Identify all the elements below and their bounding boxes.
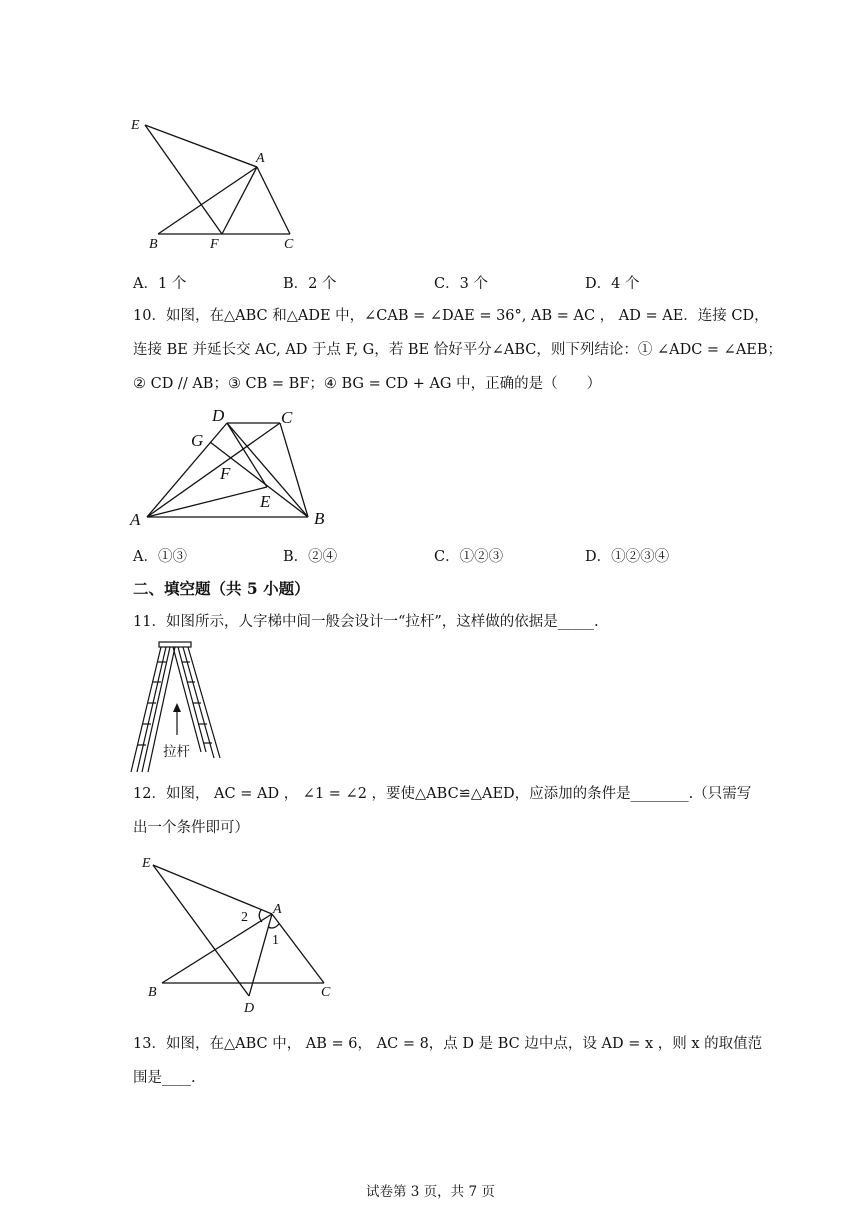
- option-text: ①②③④: [611, 549, 670, 565]
- q12-line-1: 12．如图， AC = AD ， ∠1 = ∠2 ，要使△ABC≌△AED，应添加的条件是________.（只需写: [133, 786, 752, 802]
- q12-line-2: 出一个条件即可）: [133, 820, 249, 836]
- option-text: ①②③: [459, 549, 504, 565]
- q13-line-1: 13．如图，在△ABC 中， AB = 6， AC = 8，点 D 是 BC 边中点，设 AD = x ，则 x 的取值范: [133, 1036, 763, 1052]
- q12-figure-svg: [135, 850, 345, 1020]
- q10-label-G: G: [191, 431, 204, 450]
- q10-segment-AE: [147, 487, 267, 517]
- q10-figure: [125, 403, 340, 533]
- option-text: ②④: [308, 549, 338, 565]
- q9-segment-EA: [145, 125, 257, 167]
- q9-segment-EF: [145, 125, 222, 234]
- q10-option-b: [283, 545, 337, 566]
- option-letter: C．: [434, 549, 460, 565]
- option-letter: B．: [283, 549, 309, 565]
- q9-label-E: E: [131, 118, 140, 133]
- q12-segment-AC: [272, 914, 324, 983]
- q9-segment-AC: [257, 167, 290, 234]
- q10-label-E: E: [260, 492, 271, 511]
- q10-label-C: C: [281, 408, 293, 427]
- q10-line-1: 10．如图，在△ABC 和△ADE 中，∠CAB = ∠DAE = 36°, AB = AC ， AD = AE．连接 CD，: [133, 308, 769, 324]
- q10-segment-CB: [280, 423, 308, 517]
- ladder-top-cap: [159, 642, 191, 647]
- q9-option-b: [283, 272, 337, 293]
- q12-label-1: 1: [272, 933, 279, 948]
- q12-label-2: 2: [241, 910, 248, 925]
- option-letter: A．: [133, 276, 158, 292]
- q11-ladder-figure: [128, 640, 228, 778]
- q9-segment-AB: [158, 167, 257, 234]
- q12-label-B: B: [148, 985, 157, 1000]
- q9-label-B: B: [149, 237, 158, 252]
- option-letter: D．: [585, 549, 612, 565]
- q9-figure: [125, 112, 315, 252]
- arrow-up-icon: [173, 703, 181, 712]
- q13-line-2: 围是____.: [133, 1070, 196, 1086]
- q12-label-C: C: [321, 985, 331, 1000]
- option-text: ①③: [157, 549, 187, 565]
- q9-label-F: F: [210, 237, 219, 252]
- q10-line-3: ② CD // AB；③ CB = BF；④ BG = CD + AG 中，正确的是（ ）: [133, 376, 602, 392]
- q9-segment-AF: [222, 167, 257, 234]
- q10-option-c: [434, 545, 503, 566]
- q9-label-C: C: [284, 237, 294, 252]
- q12-label-E: E: [142, 856, 151, 871]
- option-letter: C．: [434, 276, 460, 292]
- option-letter: A．: [133, 549, 158, 565]
- q12-label-A: A: [273, 902, 282, 917]
- q10-line-2: 连接 BE 并延长交 AC, AD 于点 F, G，若 BE 恰好平分∠ABC，则下列结论：① ∠ADC = ∠AEB；: [133, 342, 783, 358]
- q9-option-c: [434, 272, 488, 293]
- option-text: 1 个: [157, 276, 187, 292]
- q9-figure-svg: [125, 112, 315, 252]
- option-text: 3 个: [459, 276, 488, 292]
- option-text: 2 个: [308, 276, 337, 292]
- q11-text: 11．如图所示，人字梯中间一般会设计一“拉杆”，这样做的依据是_____.: [133, 614, 599, 630]
- page-footer: 试卷第 3 页，共 7 页: [366, 1184, 495, 1200]
- section-heading: 二、填空题（共 5 小题）: [133, 579, 310, 598]
- option-text: 4 个: [611, 276, 640, 292]
- q10-option-d: [585, 545, 669, 566]
- pull-rod-label: 拉杆: [162, 740, 191, 760]
- q10-figure-svg: [125, 403, 340, 533]
- option-letter: B．: [283, 276, 309, 292]
- q9-option-a: [133, 272, 186, 293]
- q10-segment-DE: [227, 423, 267, 487]
- q10-label-A: A: [130, 510, 141, 529]
- q12-figure: [135, 850, 345, 1020]
- q10-label-F: F: [220, 464, 231, 483]
- q9-option-d: [585, 272, 639, 293]
- q10-option-a: [133, 545, 187, 566]
- q10-label-B: B: [314, 509, 325, 528]
- q9-label-A: A: [256, 151, 265, 166]
- q10-segment-AD: [147, 423, 227, 517]
- option-letter: D．: [585, 276, 612, 292]
- q10-label-D: D: [212, 406, 225, 425]
- q12-label-D: D: [244, 1001, 255, 1016]
